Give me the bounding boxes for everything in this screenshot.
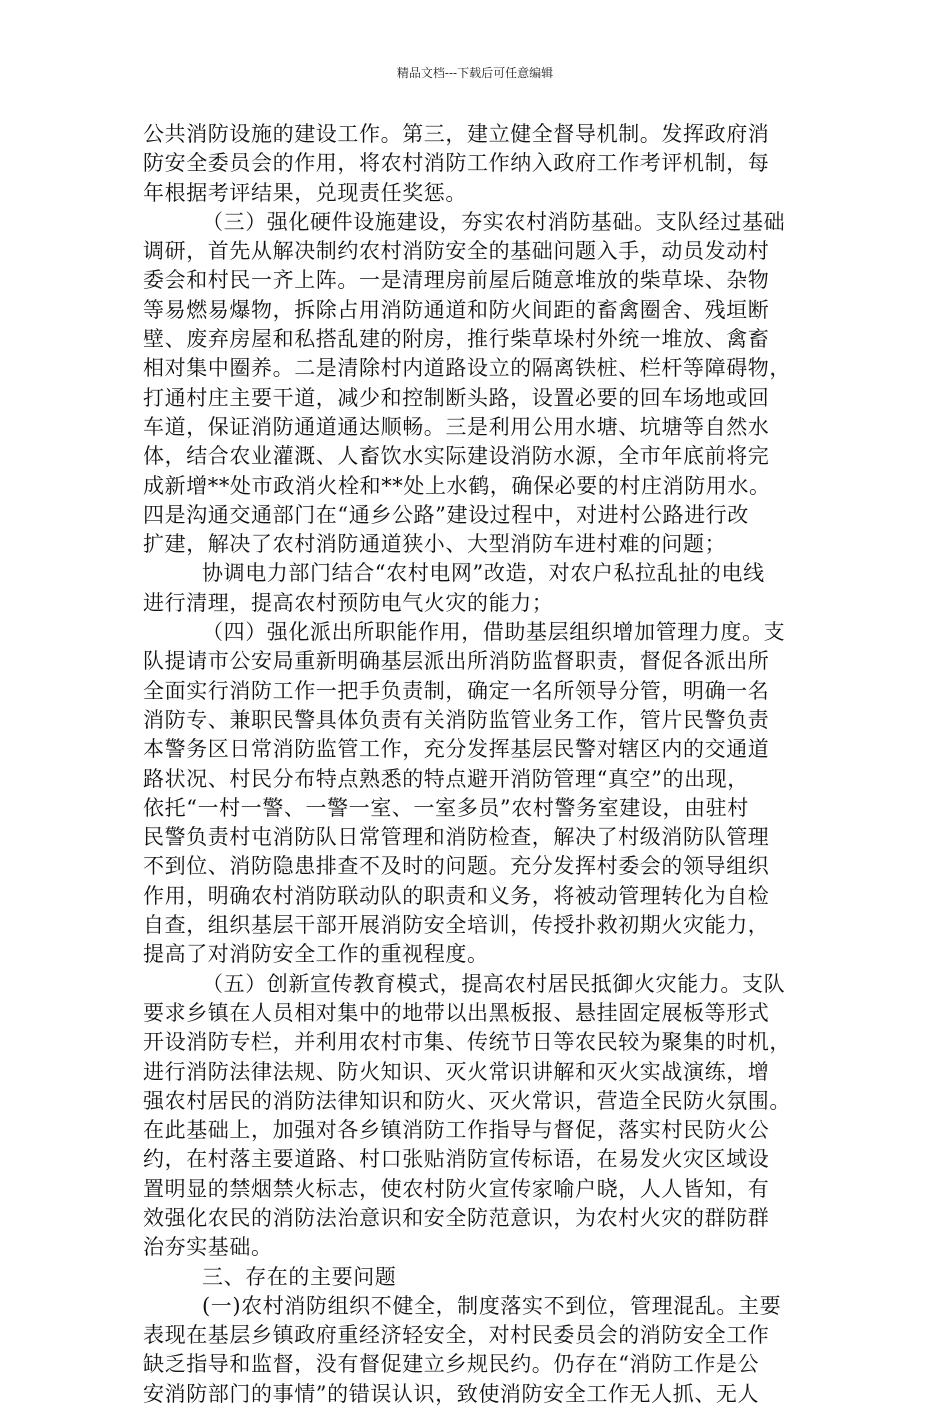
text-line: （三）强化硬件设施建设，夯实农村消防基础。支队经过基础 <box>202 209 786 234</box>
text-line: 安消防部门的事情”的错误认识，致使消防安全工作无人抓、无人 <box>143 1381 760 1406</box>
text-line: 调研，首先从解决制约农村消防安全的基础问题入手，动员发动村 <box>143 239 770 264</box>
text-line: 作用，明确农村消防联动队的职责和义务，将被动管理转化为自检 <box>143 883 770 908</box>
text-line: 委会和村民一齐上阵。一是清理房前屋后随意堆放的柴草垛、杂物 <box>143 268 770 293</box>
text-line: 体，结合农业灌溉、人畜饮水实际建设消防水源，全市年底前将完 <box>143 444 770 469</box>
text-line: 队提请市公安局重新明确基层派出所消防监督职责，督促各派出所 <box>143 649 770 674</box>
text-line: 相对集中圈养。二是清除村内道路设立的隔离铁桩、栏杆等障碍物， <box>143 356 791 381</box>
text-line: 依托“一村一警、一警一室、一室多员”农村警务室建设，由驻村 <box>143 795 749 820</box>
text-line: （四）强化派出所职能作用，借助基层组织增加管理力度。支 <box>202 620 786 645</box>
text-line: 公共消防设施的建设工作。第三，建立健全督导机制。发挥政府消 <box>143 122 770 146</box>
text-line: 进行清理，提高农村预防电气火灾的能力； <box>143 590 554 615</box>
text-line: 治夯实基础。 <box>143 1235 273 1260</box>
text-line: 不到位、消防隐患排查不及时的问题。充分发挥村委会的领导组织 <box>143 854 770 879</box>
text-line: 自查，组织基层干部开展消防安全培训，传授扑救初期火灾能力， <box>143 913 770 938</box>
text-line: 效强化农民的消防法治意识和安全防范意识，为农村火灾的群防群 <box>143 1205 770 1230</box>
page-header: 精品文档---下载后可任意编辑 <box>396 66 554 80</box>
text-line: 本警务区日常消防监管工作，充分发挥基层民警对辖区内的交通道 <box>143 737 770 762</box>
text-line: 开设消防专栏，并利用农村市集、传统节日等农民较为聚集的时机， <box>143 1030 791 1055</box>
text-line: 等易燃易爆物，拆除占用消防通道和防火间距的畜禽圈舍、残垣断 <box>143 297 770 322</box>
text-line: 打通村庄主要干道，减少和控制断头路，设置必要的回车场地或回 <box>143 385 770 410</box>
text-line: 四是沟通交通部门在“通乡公路”建设过程中，对进村公路进行改 <box>143 502 749 527</box>
text-line: 成新增**处市政消火栓和**处上水鹤，确保必要的村庄消防用水。 <box>143 473 771 498</box>
text-line: （五）创新宣传教育模式，提高农村居民抵御火灾能力。支队 <box>202 971 786 996</box>
text-line: 置明显的禁烟禁火标志，使农村防火宣传家喻户晓，人人皆知，有 <box>143 1176 770 1201</box>
text-line: 车道，保证消防通道通达顺畅。三是利用公用水塘、坑塘等自然水 <box>143 414 770 439</box>
text-line: 强农村居民的消防法律知识和防火、灭火常识，营造全民防火氛围。 <box>143 1088 791 1113</box>
text-line: (一)农村消防组织不健全，制度落实不到位，管理混乱。主要 <box>202 1293 782 1318</box>
text-line: 表现在基层乡镇政府重经济轻安全，对村民委员会的消防安全工作 <box>143 1323 770 1348</box>
document-body <box>143 120 811 1409</box>
text-line: 约，在村落主要道路、村口张贴消防宣传标语，在易发火灾区域设 <box>143 1147 770 1172</box>
text-line: 年根据考评结果，兑现责任奖惩。 <box>143 180 467 205</box>
text-line: 协调电力部门结合“农村电网”改造，对农户私拉乱扯的电线 <box>202 561 765 586</box>
text-line: 防安全委员会的作用，将农村消防工作纳入政府工作考评机制，每 <box>143 151 770 176</box>
text-line: 民警负责村屯消防队日常管理和消防检查，解决了村级消防队管理 <box>143 825 770 850</box>
text-line: 扩建，解决了农村消防通道狭小、大型消防车进村难的问题； <box>143 532 727 557</box>
text-line: 进行消防法律法规、防火知识、灭火常识讲解和灭火实战演练，增 <box>143 1059 770 1084</box>
text-line: 壁、废弃房屋和私搭乱建的附房，推行柴草垛村外统一堆放、禽畜 <box>143 327 770 352</box>
text-line: 消防专、兼职民警具体负责有关消防监管业务工作，管片民警负责 <box>143 707 770 732</box>
text-line: 在此基础上，加强对各乡镇消防工作指导与督促，落实村民防火公 <box>143 1118 770 1143</box>
text-line: 路状况、村民分布特点熟悉的特点避开消防管理“真空”的出现， <box>143 766 749 791</box>
text-line: 要求乡镇在人员相对集中的地带以出黑板报、悬挂固定展板等形式 <box>143 1000 770 1025</box>
text-line: 缺乏指导和监督，没有督促建立乡规民约。仍存在“消防工作是公 <box>143 1352 760 1377</box>
text-line: 全面实行消防工作一把手负责制，确定一名所领导分管，明确一名 <box>143 678 770 703</box>
text-line: 三、存在的主要问题 <box>202 1264 397 1289</box>
text-line: 提高了对消防安全工作的重视程度。 <box>143 942 489 967</box>
